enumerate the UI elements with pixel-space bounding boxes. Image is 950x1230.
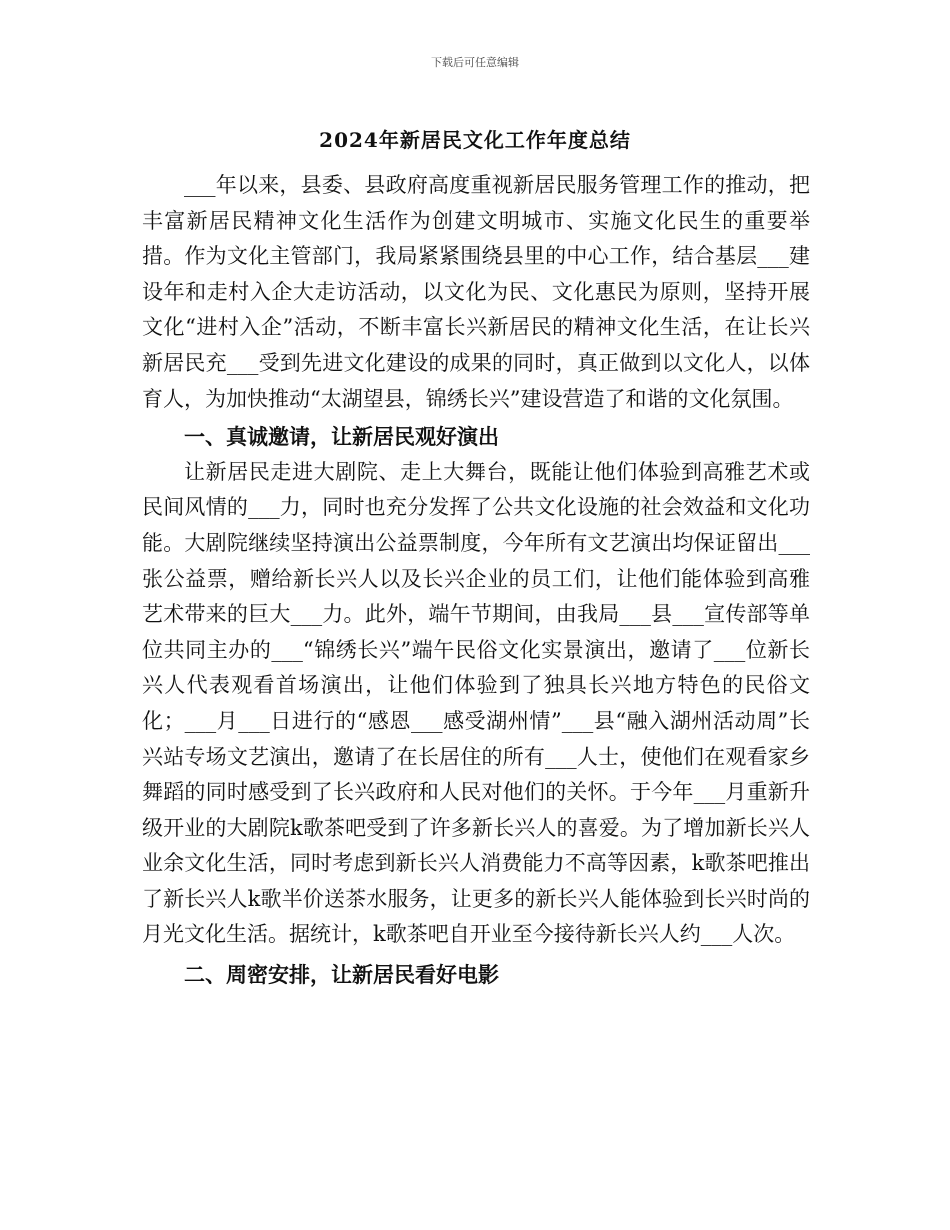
section-2-heading: 二、周密安排，让新居民看好电影 (184, 962, 499, 988)
section-1-heading: 一、真诚邀请，让新居民观好演出 (184, 424, 499, 450)
section-1-paragraph: 让新居民走进大剧院、走上大舞台，既能让他们体验到高雅艺术或民间风情的___力，同时也充分发挥了公共文化设施的社会效益和文化功能。大剧院继续坚持演出公益票制度，今年所有文艺演出均保证留出___张公益票，赠给新长兴人以及长兴企业的员工们，让他们能体验到高雅艺术带来的巨大___力。此外，端午节期间，由我局___县___宣传部等单位共同主办的___“锦绣长兴”端午民俗文化实景演出，邀请了___位新长兴人代表观看首场演出，让他们体验到了独具长兴地方特色的民俗文化；___月___日进行的“感恩___感受湖州情”___县“融入湖州活动周”长兴站专场文艺演出，邀请了在长居住的所有___人士，使他们在观看家乡舞蹈的同时感受到了长兴政府和人民对他们的关怀。于今年___月重新升级开业的大剧院k歌茶吧受到了许多新长兴人的喜爱。为了增加新长兴人业余文化生活，同时考虑到新长兴人消费能力不高等因素，k歌茶吧推出了新长兴人k歌半价送茶水服务，让更多的新长兴人能体验到长兴时尚的月光文化生活。据统计，k歌茶吧自开业至今接待新长兴人约___人次。 (142, 459, 810, 947)
header-note: 下载后可任意编辑 (431, 56, 519, 69)
document-body (142, 168, 810, 993)
intro-paragraph: ___年以来，县委、县政府高度重视新居民服务管理工作的推动，把丰富新居民精神文化生活作为创建文明城市、实施文化民生的重要举措。作为文化主管部门，我局紧紧围绕县里的中心工作，结合基层___建设年和走村入企大走访活动，以文化为民、文化惠民为原则，坚持开展文化“进村入企”活动，不断丰富长兴新居民的精神文化生活，在让长兴新居民充___受到先进文化建设的成果的同时，真正做到以文化人，以体育人，为加快推动“太湖望县，锦绣长兴”建设营造了和谐的文化氛围。 (142, 173, 810, 411)
document-title: 2024年新居民文化工作年度总结 (319, 128, 631, 152)
